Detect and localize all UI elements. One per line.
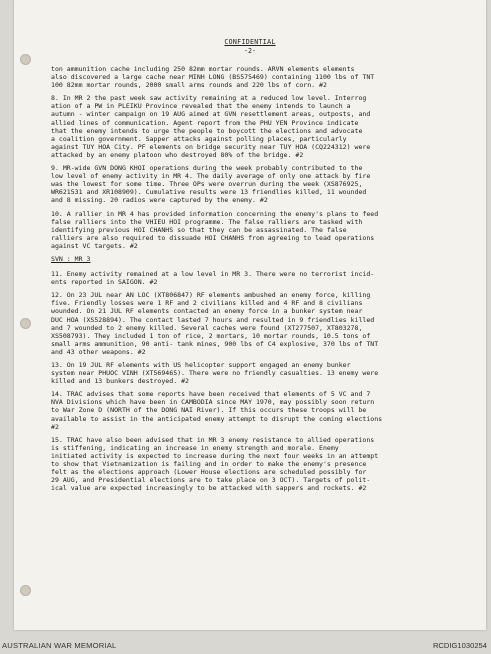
paragraph [51,390,475,430]
text-line: 12. On 23 JUL near AN LOC (XT806847) RF elements ambushed an enemy force, killing [51,291,371,300]
text-line: low level of enemy activity in MR 4. The daily average of only one attack by fire [51,172,371,181]
text-line: 9. MR-wide GVN DONG KHOI operations during the week probably contributed to the [51,164,363,173]
text-line: 8. In MR 2 the past week saw activity remaining at a reduced low level. Interrog [51,94,367,103]
text-line: 10. A rallier in MR 4 has provided information concerning the enemy's plans to feed [51,209,379,218]
text-line: ton ammunition cache including 250 82mm mortar rounds. ARVN elements elements [51,65,355,73]
text-line: 11. Enemy activity remained at a low level in MR 3. There were no terrorist incid- [51,270,375,279]
text-line: 29 AUG, and Presidential elections are to take place on 3 OCT). Targets of polit- [51,476,371,485]
document-body [51,65,475,497]
punch-hole [20,318,31,329]
text-line: 100 82mm mortar rounds, 2000 small arms rounds and 220 lbs of corn. #2 [51,81,327,90]
text-line: system near PHUOC VINH (XT569465). There were no friendly casualties. 13 enemy were [51,369,379,378]
text-line: and 7 wounded to 2 enemy killed. Several caches were found (XT277507, XT803278, [51,323,363,332]
text-line: ents reported in SAIGON. #2 [51,278,158,287]
paragraph [51,164,475,204]
paragraph [51,436,475,493]
paragraph [51,94,475,159]
paragraph [51,210,475,250]
page-number: -2- [244,47,256,55]
text-line: WR621531 and XR108909). Cumulative results were 13 friendlies killed, 11 wounded [51,188,367,197]
paragraph [51,361,475,385]
text-line: initiated activity is expected to increase during the next four weeks in an attempt [51,451,379,460]
text-line: autumn - winter campaign on 19 AUG aimed at GVN resettlement areas, outposts, and [51,110,371,119]
archive-footer [0,636,491,654]
paragraph [51,270,475,286]
paragraphs-group [51,65,475,250]
text-line: 15. TRAC have also been advised that in MR 3 enemy resistance to allied operations [51,435,375,444]
paragraphs-group-mr3 [51,270,475,492]
text-line: 14. TRAC advises that some reports have been received that elements of 5 VC and 7 [51,390,371,399]
text-line: against VC targets. #2 [51,241,138,250]
text-line: identifying previous HOI CHANHS so that they can be assassinated. The false [51,225,347,234]
paragraph [51,65,475,89]
text-line: against TUY HOA City. PF elements on bridge security near TUY HOA (CQ224312) were [51,142,371,151]
paragraph [51,291,475,356]
text-line: allied lines of communication. Agent report from the PHU YEN Province indicate [51,118,359,127]
text-line: is stiffening, indicating an increase in enemy strength and morale. Enemy [51,443,339,452]
section-heading: SVN : MR 3 [51,254,91,263]
text-line: was the lowest for some time. Three OPs were overrun during the week (XS876925, [51,180,363,189]
text-line: also discovered a large cache near MINH LONG (BS575469) containing 1100 lbs of TNT [51,73,375,82]
text-line: to War Zone D (NORTH of the DONG NAI River). If this occurs these troops will be [51,406,367,415]
text-line: felt as the elections approach (Lower House elections are scheduled possibly for [51,468,367,477]
text-line: attacked by an enemy platoon who destroyed 80% of the bridge. #2 [51,150,304,159]
text-line: small arms ammunition, 90 anti- tank mines, 900 lbs of C4 explosive, 370 lbs of TNT [51,339,379,348]
document-page [14,0,486,630]
text-line: wounded. On 21 JUL RF elements contacted an enemy force in a bunker system near [51,307,363,316]
text-line: 13. On 19 JUL RF elements with US helicopter support engaged an enemy bunker [51,361,351,369]
text-line: #2 [51,422,59,431]
text-line: five. Friendly losses were 1 RF and 2 civilians killed and 4 RF and 8 civilians [51,299,363,308]
text-line: and 43 other weapons. #2 [51,347,146,356]
archive-name: AUSTRALIAN WAR MEMORIAL [2,641,117,650]
text-line: available to assist in the anticipated enemy attempt to disrupt the coming elections [51,414,383,423]
text-line: false ralliers into the VHIEU HOI programme. The false ralliers are tasked with [51,217,363,226]
text-line: ical value are expected increasingly to be attacked with sappers and rockets. #2 [51,484,367,493]
text-line: ralliers are also required to dissuade HOI CHANHS from agreeing to lead operations [51,233,375,242]
classification-header: CONFIDENTIAL [224,38,276,46]
punch-hole [20,585,31,596]
text-line: killed and 13 bunkers destroyed. #2 [51,377,189,386]
text-line: ation of a PW in PLEIKU Province revealed that the enemy intends to launch a [51,102,351,111]
text-line: a coalition government. Sapper attacks against polling places, particularly [51,134,347,143]
text-line: XS508793). They included 1 ton of rice, 2 mortars, 10 mortar rounds, 10.5 tons of [51,331,371,340]
document-id: RCDIG1030254 [432,641,487,650]
text-line: NVA Divisions which have been in CAMBODIA since MAY 1970, may possibly soon return [51,398,375,407]
text-line: that the enemy intends to urge the people to boycott the elections and advocate [51,126,363,135]
text-line: to show that Vietnamization is failing and in order to make the enemy's presence [51,460,367,469]
text-line: and 8 missing. 20 radios were captured by the enemy. #2 [51,196,268,205]
text-line: DUC HOA (XS528894). The contact lasted 7 hours and resulted in 9 friendlies killed [51,315,375,324]
punch-hole [20,54,31,65]
